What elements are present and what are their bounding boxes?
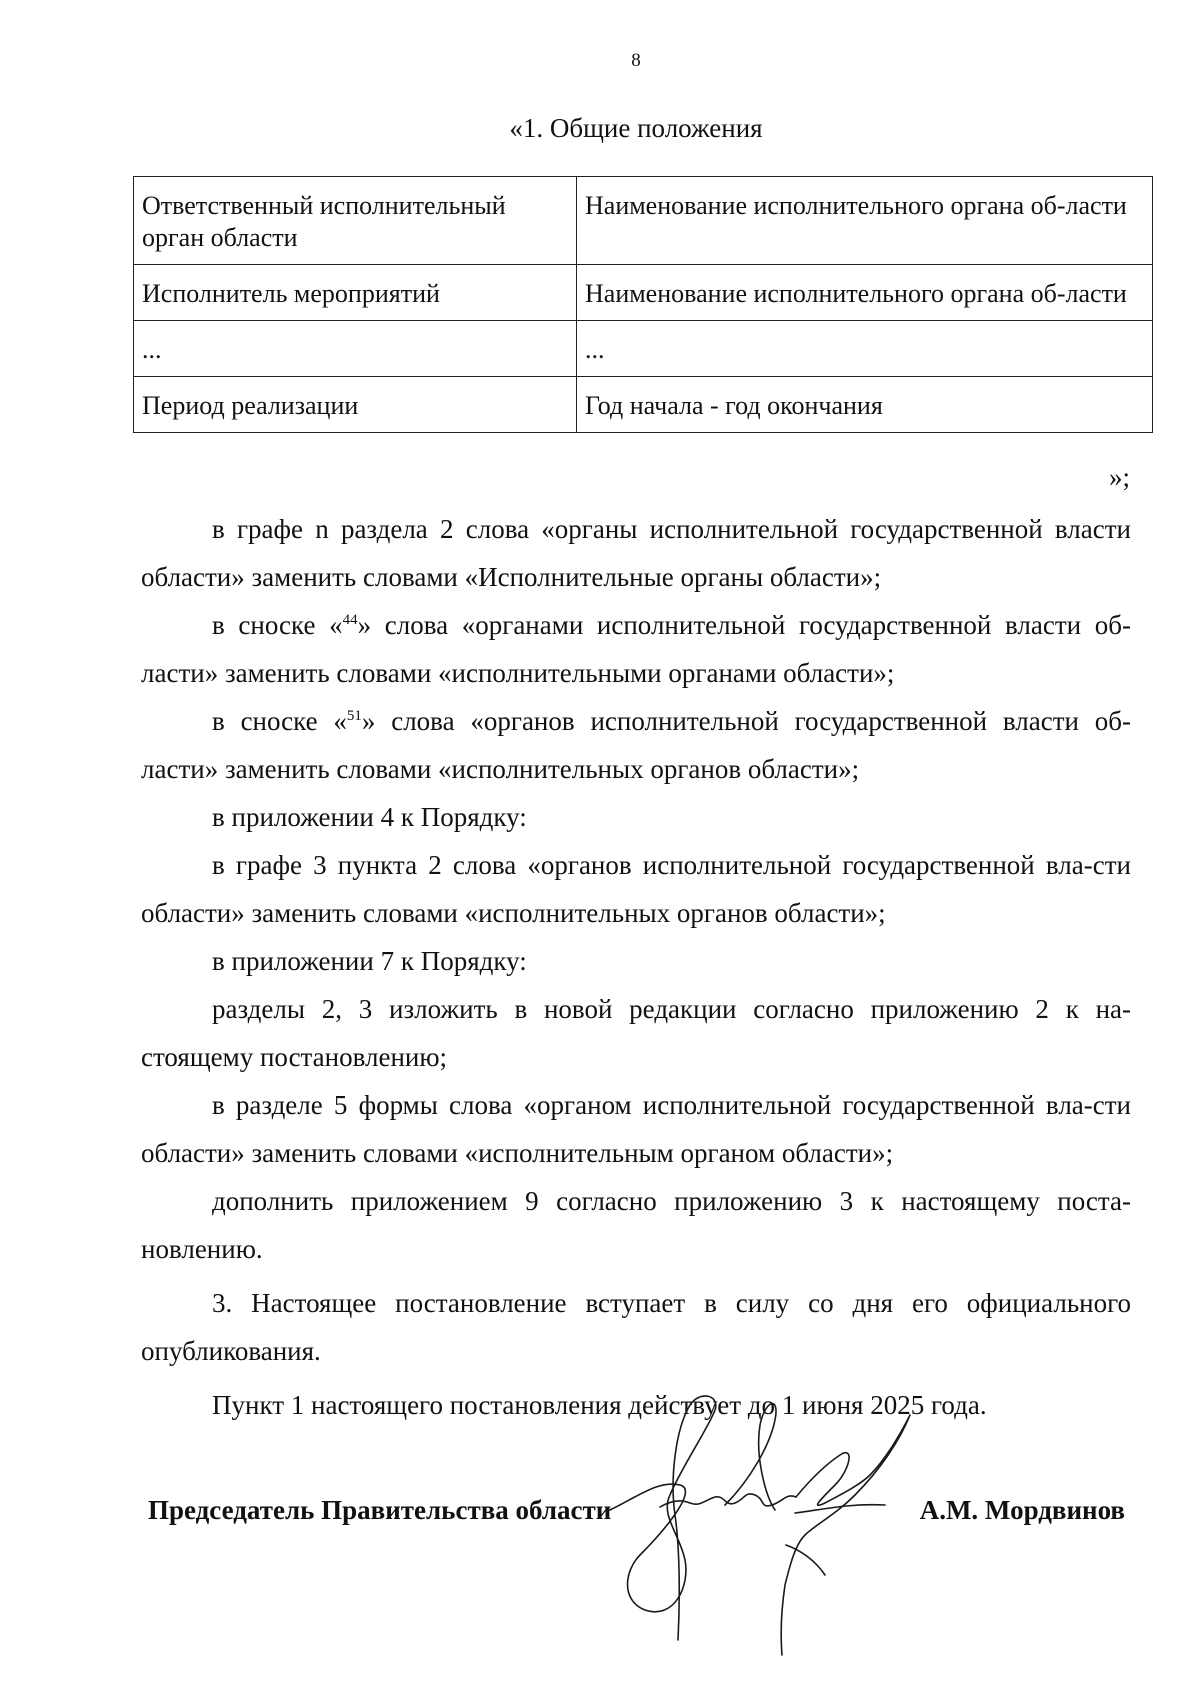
table-cell-value: Год начала - год окончания [577,377,1153,433]
table-cell-label: ... [134,321,577,377]
paragraph: в графе n раздела 2 слова «органы исполнительной государственной власти области» заменить словами «Исполнительные органы области»; [141,514,1131,592]
table-cell-value: Наименование исполнительного органа об-ласти [577,265,1153,321]
paragraph: в разделе 5 формы слова «органом исполнительной государственной вла-сти области» заменить словами «исполнительным органом области»; [141,1090,1131,1168]
paragraph: в графе 3 пункта 2 слова «органов исполнительной государственной вла-сти области» заменить словами «исполнительных органов области»; [141,850,1131,928]
footnote-ref: 51 [346,708,362,724]
general-provisions-table [133,176,1153,433]
signatory-name: А.М. Мордвинов [919,1495,1125,1525]
table-row [134,377,1153,433]
table-cell-value: ... [577,321,1153,377]
handwritten-signature [600,1385,930,1665]
signatory-title: Председатель Правительства области [148,1495,612,1525]
paragraph: в приложении 4 к Порядку: [212,802,527,832]
table-closing-quote: »; [1108,462,1130,492]
paragraph: дополнить приложением 9 согласно приложению 3 к настоящему поста-новлению. [141,1186,1131,1264]
table-cell-label: Период реализации [134,377,577,433]
table-cell-label: Ответственный исполнительный орган области [134,177,577,265]
footnote-ref: 44 [342,612,358,628]
paragraph-footnote-44: в сноске «$^{44}$» слова «органами исполнительной государственной власти об-ласти» заменить словами «исполнительными органами области»; [141,610,1131,688]
table-row [134,265,1153,321]
paragraph: разделы 2, 3 изложить в новой редакции согласно приложению 2 к на-стоящему постановлению; [141,994,1131,1072]
page-number: 8 [631,50,641,71]
section-title: «1. Общие положения [509,113,763,143]
paragraph-validity: Пункт 1 настоящего постановления действует до 1 июня 2025 года. [212,1390,987,1420]
table-cell-label: Исполнитель мероприятий [134,265,577,321]
paragraph-footnote-51: в сноске «$^{51}$» слова «органов исполнительной государственной власти об-ласти» заменить словами «исполнительных органов области»; [141,706,1131,784]
table-row [134,321,1153,377]
table-row [134,177,1153,265]
document-body [141,505,1131,1429]
paragraph: в приложении 7 к Порядку: [212,946,527,976]
table-cell-value: Наименование исполнительного органа об-ласти [577,177,1153,265]
paragraph-effective-date: 3. Настоящее постановление вступает в силу со дня его официального опубликования. [141,1288,1131,1366]
